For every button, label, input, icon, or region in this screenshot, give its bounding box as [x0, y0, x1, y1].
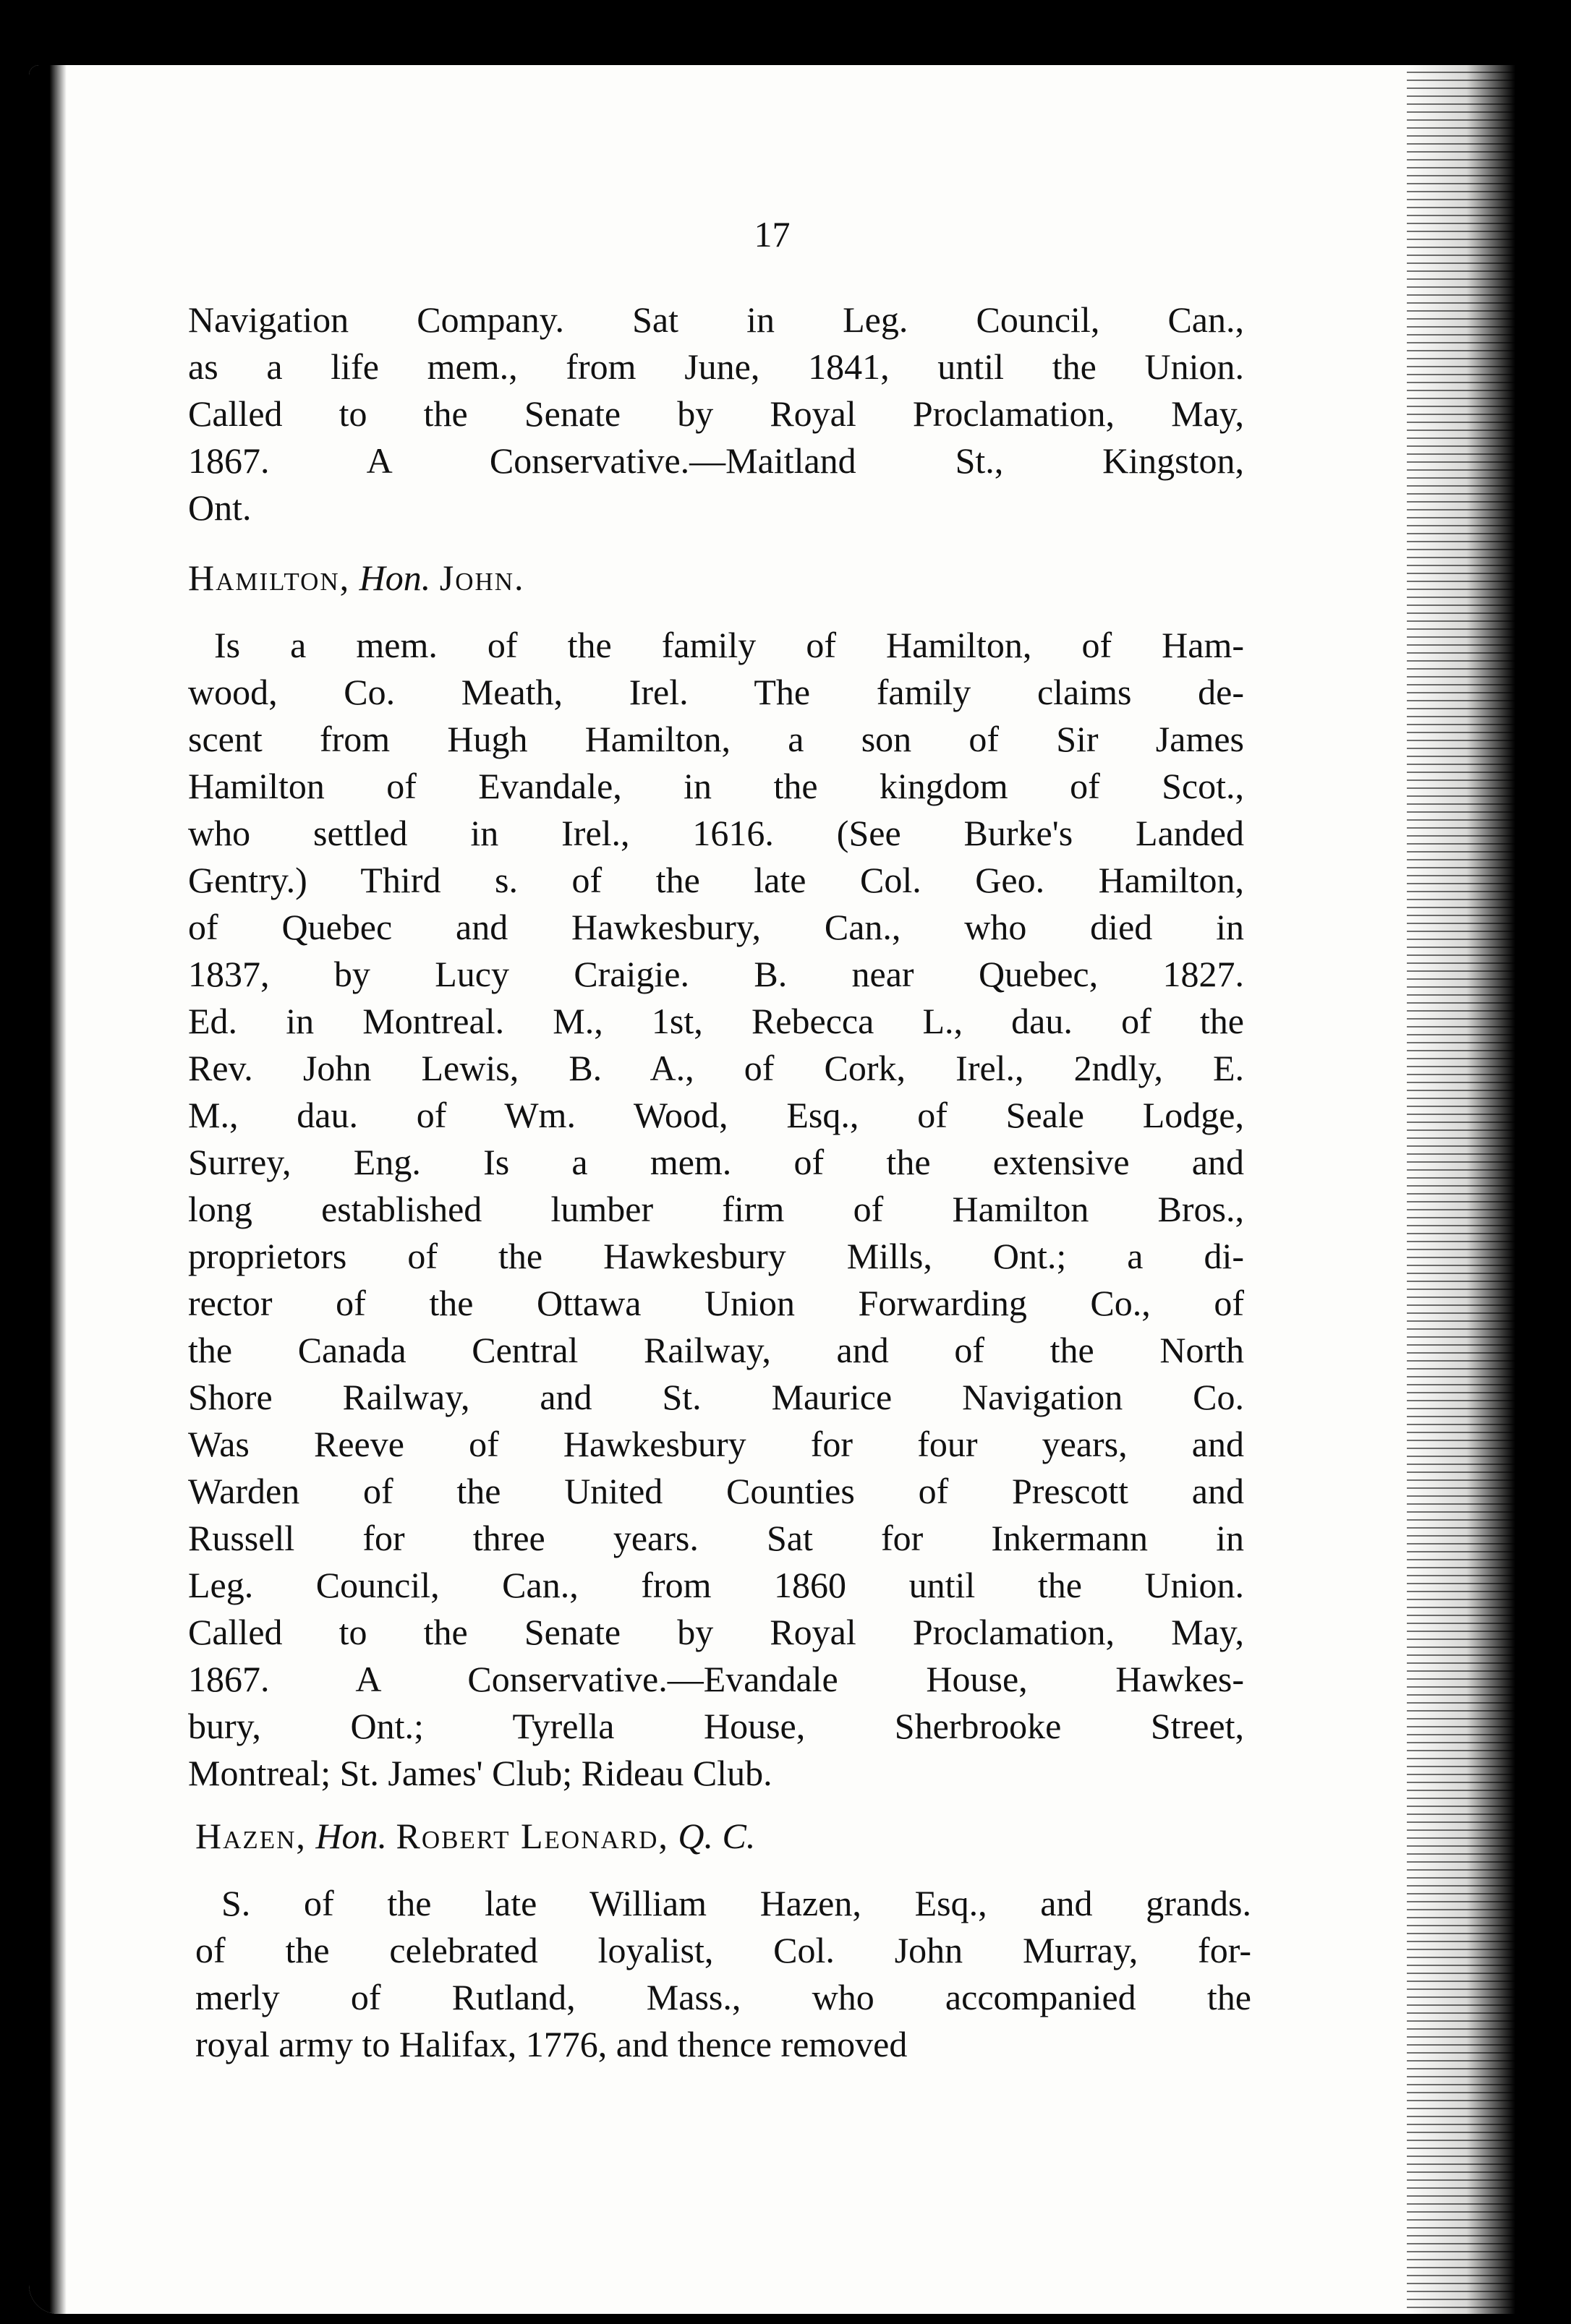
entry-surname: Hamilton,: [188, 557, 351, 598]
text-line: Surrey, Eng. Is a mem. of the extensive and: [188, 1142, 1244, 1182]
text-line: as a life mem., from June, 1841, until the Union.: [188, 346, 1244, 387]
book-page: [29, 65, 1515, 2314]
text-line: 1867. A Conservative.—Maitland St., Kingston,: [188, 440, 1244, 481]
text-line: wood, Co. Meath, Irel. The family claims de-: [188, 672, 1244, 712]
text-line: scent from Hugh Hamilton, a son of Sir James: [188, 719, 1244, 759]
text-line: Ed. in Montreal. M., 1st, Rebecca L., dau. of the: [188, 1001, 1244, 1041]
entry-honorific: Hon.: [359, 557, 431, 598]
text-line: Called to the Senate by Royal Proclamation, May,: [188, 393, 1244, 434]
entry-honorific: Hon.: [315, 1816, 388, 1856]
text-line: 1867. A Conservative.—Evandale House, Hawkes-: [188, 1659, 1244, 1699]
text-line: 1837, by Lucy Craigie. B. near Quebec, 1827.: [188, 954, 1244, 994]
text-line: rector of the Ottawa Union Forwarding Co., of: [188, 1283, 1244, 1323]
text-line: Gentry.) Third s. of the late Col. Geo. Hamilton,: [188, 860, 1244, 900]
text-line: Hamilton of Evandale, in the kingdom of Scot.,: [188, 766, 1244, 806]
entry-heading-hazen: [195, 1815, 755, 1857]
page-spine-shadow: [29, 65, 67, 2314]
text-line: merly of Rutland, Mass., who accompanied the: [195, 1977, 1251, 2017]
text-line: Warden of the United Counties of Prescott and: [188, 1471, 1244, 1511]
text-line: of Quebec and Hawkesbury, Can., who died in: [188, 907, 1244, 947]
text-line: Ont.: [188, 487, 252, 528]
text-line: M., dau. of Wm. Wood, Esq., of Seale Lodge,: [188, 1095, 1244, 1135]
text-line: Navigation Company. Sat in Leg. Council, Can.,: [188, 299, 1244, 340]
text-line: the Canada Central Railway, and of the North: [188, 1330, 1244, 1370]
text-line: Rev. John Lewis, B. A., of Cork, Irel., 2ndly, E.: [188, 1048, 1244, 1088]
text-line: S. of the late William Hazen, Esq., and grands.: [221, 1883, 1251, 1923]
text-line: of the celebrated loyalist, Col. John Murray, for-: [195, 1930, 1251, 1970]
text-line: Is a mem. of the family of Hamilton, of Ham-: [214, 625, 1244, 665]
entry-suffix: Q. C.: [678, 1816, 756, 1856]
text-line: who settled in Irel., 1616. (See Burke's Landed: [188, 813, 1244, 853]
entry-heading-hamilton: [188, 557, 525, 599]
entry-surname: Hazen,: [195, 1816, 307, 1856]
entry-body-hamilton: [188, 622, 1244, 1797]
page-edge: [1407, 65, 1515, 2314]
text-line: proprietors of the Hawkesbury Mills, Ont.; a di-: [188, 1236, 1244, 1276]
text-line: Leg. Council, Can., from 1860 until the Union.: [188, 1565, 1244, 1605]
text-line: Was Reeve of Hawkesbury for four years, and: [188, 1424, 1244, 1464]
text-line: Shore Railway, and St. Maurice Navigation Co.: [188, 1377, 1244, 1417]
text-line: Montreal; St. James' Club; Rideau Club.: [188, 1753, 772, 1793]
text-line: royal army to Halifax, 1776, and thence removed: [195, 2024, 908, 2064]
page-number: 17: [754, 214, 791, 255]
text-line: Russell for three years. Sat for Inkermann in: [188, 1518, 1244, 1558]
continuation-paragraph: [188, 296, 1244, 531]
entry-body-hazen: [195, 1880, 1251, 2068]
text-line: Called to the Senate by Royal Proclamation, May,: [188, 1612, 1244, 1652]
text-line: bury, Ont.; Tyrella House, Sherbrooke Street,: [188, 1706, 1244, 1746]
entry-given-name: John.: [439, 557, 525, 598]
entry-given-name: Robert Leonard,: [396, 1816, 669, 1856]
text-line: long established lumber firm of Hamilton Bros.,: [188, 1189, 1244, 1229]
